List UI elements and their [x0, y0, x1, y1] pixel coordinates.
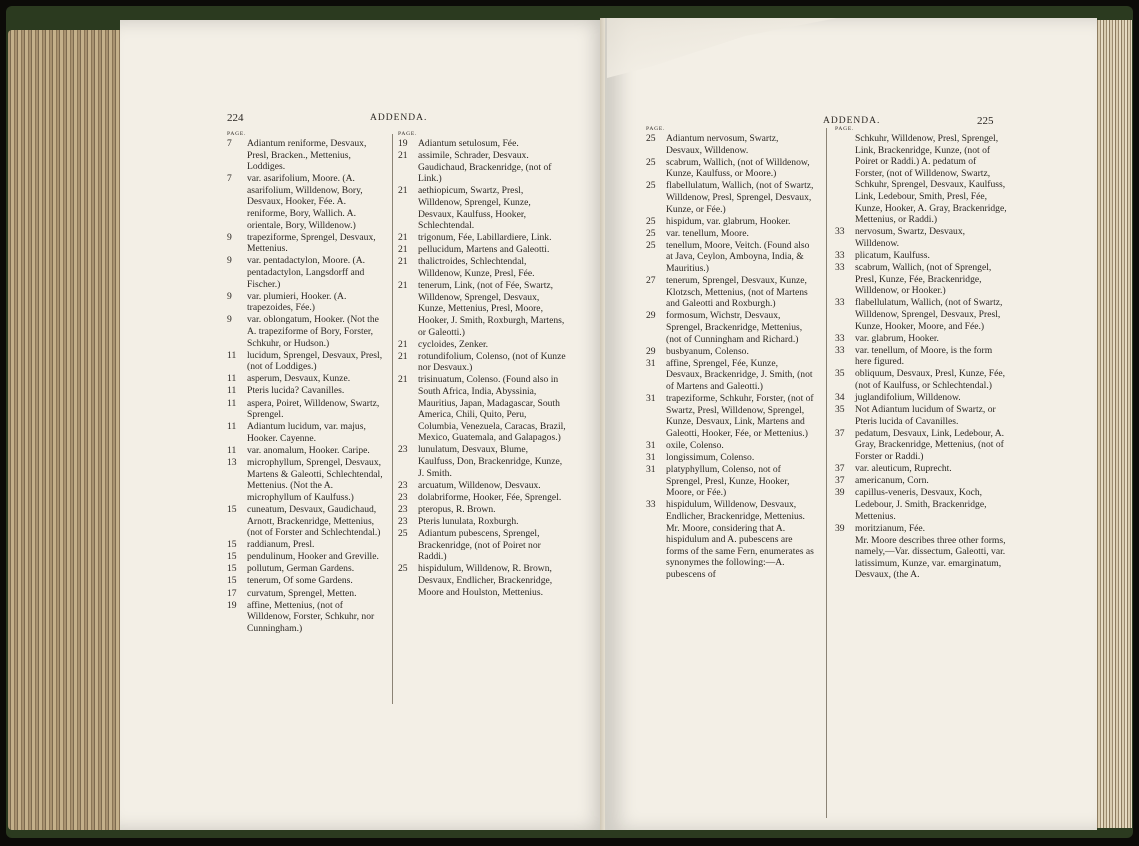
index-entry	[646, 499, 814, 580]
entry-page-number: 17	[227, 587, 237, 599]
entry-page-number: 25	[646, 180, 656, 192]
entry-text: pedatum, Desvaux, Link, Ledebour, A. Gray, Brackenridge, Mettenius, (not of Forster or Raddi.)	[855, 427, 1005, 463]
entry-text: tenerum, Link, (not of Fée, Swartz, Willdenow, Sprengel, Desvaux, Kunze, Mettenius, Presl, Moore, Hooker, J. Smith, Roxburgh, Martens, or Galeotti.)	[418, 280, 565, 338]
entry-text: scabrum, Wallich, (not of Sprengel, Presl, Kunze, Fée, Brackenridge, Willdenow, or Hooker.)	[855, 262, 992, 297]
entry-text: Adiantum reniforme, Desvaux, Presl, Bracken., Mettenius, Loddiges.	[247, 138, 367, 173]
entry-text: cycloides, Zenker.	[418, 338, 489, 350]
index-entry	[227, 600, 387, 635]
index-entry	[398, 516, 566, 528]
entry-text: oxile, Colenso.	[666, 439, 724, 451]
entry-page-number: 21	[398, 374, 408, 386]
index-entry	[646, 228, 814, 240]
index-entry	[835, 250, 1007, 262]
index-entry	[835, 535, 1007, 581]
entry-page-number: 9	[227, 290, 232, 302]
index-entry	[398, 185, 566, 231]
entry-text: pellucidum, Martens and Galeotti.	[418, 244, 550, 256]
entry-page-number: 21	[398, 232, 408, 244]
index-entry	[227, 575, 387, 587]
entry-page-number: 11	[227, 373, 237, 385]
entry-text: thalictroides, Schlechtendal, Willdenow, Kunze, Presl, Fée.	[418, 256, 535, 280]
entry-page-number: 23	[398, 503, 408, 515]
index-entry	[227, 373, 387, 385]
index-entry	[646, 275, 814, 310]
entry-text: pteropus, R. Brown.	[418, 503, 496, 515]
column-label: PAGE.	[227, 131, 247, 137]
entry-page-number: 15	[227, 551, 237, 563]
entry-page-number: 33	[835, 332, 845, 344]
entry-text: var. tenellum, Moore.	[666, 227, 749, 239]
entry-text: capillus-veneris, Desvaux, Koch, Ledebour, J. Smith, Brackenridge, Mettenius.	[855, 487, 987, 522]
entry-text: americanum, Corn.	[855, 475, 929, 487]
index-entry	[227, 255, 387, 290]
entry-text: trigonum, Fée, Labillardiere, Link.	[418, 232, 552, 244]
entry-text: trapeziforme, Sprengel, Desvaux, Mettenius.	[247, 231, 376, 255]
entry-page-number: 29	[646, 310, 656, 322]
index-entry	[646, 393, 814, 439]
index-entry	[398, 563, 566, 598]
entry-page-number: 39	[835, 487, 845, 499]
entry-text: Schkuhr, Willdenow, Presl, Sprengel, Link, Brackenridge, Kunze, (not of Poiret or Raddi.) A. pedatum of Forster, (not of Willdenow, Swartz, Schkuhr, Sprengel, Desvaux, Kaulfuss, Link, Ledebour, Smith, Presl, Fée, Kunze, Hooker, A. Gray, Brackenridge, Mettenius, or Raddi.)	[855, 133, 1007, 226]
entry-text: plicatum, Kaulfuss.	[855, 249, 930, 261]
entry-page-number: 37	[835, 427, 845, 439]
index-entry	[227, 232, 387, 255]
entry-page-number: 21	[398, 350, 408, 362]
index-entry	[835, 368, 1007, 391]
entry-page-number: 23	[398, 479, 408, 491]
entry-text: var. glabrum, Hooker.	[855, 332, 939, 344]
entry-text: var. plumieri, Hooker. (A. trapezoides, Fée.)	[247, 290, 347, 314]
entry-text: curvatum, Sprengel, Metten.	[247, 587, 357, 599]
index-entry	[227, 138, 387, 173]
entry-text: aspera, Poiret, Willdenow, Swartz, Sprengel.	[247, 397, 380, 421]
entry-list	[835, 133, 1007, 581]
index-entry	[398, 504, 566, 516]
entry-page-number: 19	[398, 138, 408, 149]
entry-page-number: 25	[646, 133, 656, 144]
entry-text: pendulinum, Hooker and Greville.	[247, 551, 379, 563]
entry-text: Pteris lucida? Cavanilles.	[247, 385, 345, 397]
entry-page-number: 19	[227, 599, 237, 611]
index-entry	[646, 240, 814, 275]
entry-page-number: 13	[227, 457, 237, 469]
entry-text: scabrum, Wallich, (not of Willdenow, Kunze, Kaulfuss, or Moore.)	[666, 156, 810, 180]
entry-list	[398, 138, 566, 598]
entry-page-number: 34	[835, 392, 845, 404]
entry-page-number: 15	[227, 539, 237, 551]
entry-text: rotundifolium, Colenso, (not of Kunze nor Desvaux.)	[418, 350, 566, 374]
index-entry	[646, 216, 814, 228]
index-entry	[835, 428, 1007, 463]
entry-page-number: 21	[398, 185, 408, 197]
entry-text: pollutum, German Gardens.	[247, 563, 355, 575]
entry-text: juglandifolium, Willdenow.	[855, 392, 961, 404]
entry-text: Adiantum setulosum, Fée.	[418, 138, 519, 149]
column-rule	[392, 134, 393, 704]
index-entry	[646, 346, 814, 358]
entry-page-number: 37	[835, 463, 845, 475]
entry-page-number: 9	[227, 255, 232, 267]
entry-page-number: 25	[398, 528, 408, 540]
index-entry	[835, 345, 1007, 368]
right-column-b	[835, 125, 1007, 582]
entry-page-number: 11	[227, 444, 237, 456]
right-page-edges	[1092, 20, 1132, 828]
entry-page-number: 31	[646, 393, 656, 405]
index-entry	[227, 563, 387, 575]
column-label: PAGE.	[398, 131, 418, 137]
index-entry	[646, 358, 814, 393]
entry-text: flabellulatum, Wallich, (not of Swartz, Willdenow, Presl, Sprengel, Desvaux, Kunze, or Fée.)	[666, 180, 814, 215]
entry-text: cuneatum, Desvaux, Gaudichaud, Arnott, Brackenridge, Mettenius, (not of Forster and Schlechtendal.)	[247, 503, 381, 539]
entry-page-number: 33	[835, 344, 845, 356]
entry-text: assimile, Schrader, Desvaux. Gaudichaud, Brackenridge, (not of Link.)	[418, 150, 552, 185]
index-entry	[646, 157, 814, 180]
entry-page-number: 31	[646, 357, 656, 369]
entry-page-number: 11	[227, 421, 237, 433]
index-entry	[398, 528, 566, 563]
right-column-a	[646, 125, 814, 581]
index-entry	[398, 492, 566, 504]
index-entry	[398, 256, 566, 279]
index-entry	[227, 551, 387, 563]
index-entry	[398, 374, 566, 444]
entry-page-number: 31	[646, 464, 656, 476]
index-entry	[227, 504, 387, 539]
index-entry	[227, 398, 387, 421]
entry-text: hispidum, var. glabrum, Hooker.	[666, 215, 791, 227]
entry-text: trisinuatum, Colenso. (Found also in South Africa, India, Abyssinia, Mauritius, Japan, Madagascar, South America, Chili, Quito, Peru, Columbia, Venezuela, Caracas, Brazil, Mexico, Guatemala, and Galapagos.)	[418, 374, 566, 444]
entry-page-number: 23	[398, 516, 408, 527]
index-entry	[398, 244, 566, 256]
entry-page-number: 15	[227, 563, 237, 575]
entry-text: formosum, Wichstr, Desvaux, Sprengel, Brackenridge, Mettenius, (not of Cunningham and Richard.)	[666, 310, 803, 345]
index-entry	[835, 487, 1007, 522]
entry-page-number: 15	[227, 575, 237, 587]
index-entry	[398, 444, 566, 479]
entry-page-number: 11	[227, 385, 237, 397]
index-entry	[227, 445, 387, 457]
index-entry	[646, 464, 814, 499]
entry-text: busbyanum, Colenso.	[666, 345, 749, 357]
column-rule	[826, 128, 827, 818]
entry-text: raddianum, Presl.	[247, 539, 315, 551]
index-entry	[646, 452, 814, 464]
entry-text: platyphyllum, Colenso, not of Sprengel, Presl, Kunze, Hooker, Moore, or Fée.)	[666, 464, 790, 499]
entry-page-number: 21	[398, 150, 408, 162]
left-column-b	[398, 130, 566, 599]
entry-text: tenerum, Of some Gardens.	[247, 575, 353, 587]
entry-page-number: 31	[646, 452, 656, 464]
entry-text: Pteris lunulata, Roxburgh.	[418, 516, 519, 527]
entry-page-number: 39	[835, 522, 845, 534]
left-page-edges	[8, 30, 126, 830]
index-entry	[835, 133, 1007, 226]
index-entry	[398, 480, 566, 492]
entry-page-number: 21	[398, 244, 408, 256]
page-tear	[607, 18, 837, 78]
index-entry	[227, 457, 387, 503]
index-entry	[835, 404, 1007, 427]
entry-page-number: 9	[227, 314, 232, 326]
entry-page-number: 27	[646, 275, 656, 287]
right-running-head: ADDENDA.	[823, 116, 881, 126]
left-page-number: 224	[227, 112, 244, 124]
entry-text: tenellum, Moore, Veitch. (Found also at Java, Ceylon, Amboyna, India, & Mauritius.)	[666, 239, 810, 275]
entry-page-number: 33	[835, 262, 845, 274]
entry-page-number: 7	[227, 173, 232, 185]
entry-text: affine, Mettenius, (not of Willdenow, Forster, Schkuhr, nor Cunningham.)	[247, 599, 375, 634]
entry-page-number: 23	[398, 444, 408, 456]
entry-text: longissimum, Colenso.	[666, 452, 755, 464]
entry-text: moritzianum, Fée.	[855, 522, 926, 534]
index-entry	[227, 291, 387, 314]
left-column-a	[227, 130, 387, 635]
entry-text: Adiantum nervosum, Swartz, Desvaux, Willdenow.	[666, 133, 779, 156]
entry-text: flabellulatum, Wallich, (not of Swartz, Willdenow, Sprengel, Desvaux, Presl, Kunze, Hooker, Moore, and Fée.)	[855, 297, 1003, 332]
index-entry	[835, 226, 1007, 249]
entry-text: lunulatum, Desvaux, Blume, Kaulfuss, Don, Brackenridge, Kunze, J. Smith.	[418, 444, 563, 479]
entry-text: trapeziforme, Schkuhr, Forster, (not of Swartz, Presl, Willdenow, Sprengel, Kunze, Desvaux, Link, Martens and Galeotti, Hooker, Fée, or Mettenius.)	[666, 393, 814, 439]
entry-list	[646, 133, 814, 581]
entry-text: nervosum, Swartz, Desvaux, Willdenow.	[855, 226, 966, 249]
entry-text: hispidulum, Willdenow, Desvaux, Endlicher, Brackenridge, Mettenius. Mr. Moore, considering that A. hispidulum and A. pubescens are forms of the same Fern, enumerates as synonymes the following:—A. pubescens of	[666, 499, 814, 580]
index-entry	[646, 180, 814, 215]
column-label: PAGE.	[835, 126, 855, 132]
entry-page-number: 21	[398, 280, 408, 292]
entry-text: arcuatum, Willdenow, Desvaux.	[418, 479, 541, 491]
entry-page-number: 35	[835, 404, 845, 416]
index-entry	[398, 150, 566, 185]
entry-text: var. asarifolium, Moore. (A. asarifolium, Willdenow, Bory, Desvaux, Hooker, Fée. A. reniforme, Bory, Wallich. A. orientale, Bory, Willdenow.)	[247, 173, 363, 231]
entry-page-number: 33	[835, 249, 845, 261]
entry-text: lucidum, Sprengel, Desvaux, Presl, (not of Loddiges.)	[247, 349, 383, 373]
index-entry	[227, 173, 387, 231]
entry-text: var. anomalum, Hooker. Caripe.	[247, 444, 370, 456]
index-entry	[227, 385, 387, 397]
entry-page-number: 11	[227, 349, 237, 361]
index-entry	[227, 539, 387, 551]
index-entry	[398, 351, 566, 374]
index-entry	[835, 297, 1007, 332]
entry-page-number: 21	[398, 338, 408, 350]
entry-text: hispidulum, Willdenow, R. Brown, Desvaux, Endlicher, Brackenridge, Moore and Houlston, Mettenius.	[418, 563, 553, 598]
entry-text: aethiopicum, Swartz, Presl, Willdenow, Sprengel, Kunze, Desvaux, Kaulfuss, Hooker, Schlechtendal.	[418, 185, 531, 232]
index-entry	[227, 421, 387, 444]
entry-page-number: 33	[835, 226, 845, 238]
entry-list	[227, 138, 387, 634]
entry-text: var. tenellum, of Moore, is the form here figured.	[855, 344, 993, 368]
index-entry	[835, 333, 1007, 345]
index-entry	[835, 262, 1007, 297]
entry-text: dolabriforme, Hooker, Fée, Sprengel.	[418, 491, 562, 503]
entry-page-number: 35	[835, 368, 845, 380]
entry-text: Mr. Moore describes three other forms, namely,—Var. dissectum, Galeotti, var. latissimum, Kunze, var. emarginatum, Desvaux, (the A.	[855, 534, 1006, 581]
index-entry	[398, 339, 566, 351]
index-entry	[398, 280, 566, 338]
entry-page-number: 9	[227, 231, 232, 243]
index-entry	[227, 350, 387, 373]
entry-page-number: 25	[646, 227, 656, 239]
entry-page-number: 15	[227, 503, 237, 515]
index-entry	[835, 523, 1007, 535]
right-page-number: 225	[977, 115, 994, 127]
entry-page-number: 37	[835, 475, 845, 487]
entry-text: tenerum, Sprengel, Desvaux, Kunze, Klotzsch, Mettenius, (not of Martens and Galeotti and Roxburgh.)	[666, 275, 808, 310]
entry-page-number: 29	[646, 345, 656, 357]
index-entry	[227, 588, 387, 600]
index-entry	[646, 133, 814, 156]
entry-page-number: 11	[227, 397, 237, 409]
entry-text: var. pentadactylon, Moore. (A. pentadactylon, Langsdorff and Fischer.)	[247, 255, 366, 290]
entry-page-number: 7	[227, 138, 232, 149]
entry-page-number: 33	[835, 297, 845, 309]
entry-page-number: 21	[398, 256, 408, 268]
left-running-head: ADDENDA.	[370, 113, 428, 123]
column-label: PAGE.	[646, 126, 666, 132]
index-entry	[835, 475, 1007, 487]
index-entry	[398, 232, 566, 244]
entry-page-number: 23	[398, 491, 408, 503]
index-entry	[398, 138, 566, 150]
entry-text: var. aleuticum, Ruprecht.	[855, 463, 952, 475]
index-entry	[227, 314, 387, 349]
entry-text: obliquum, Desvaux, Presl, Kunze, Fée, (not of Kaulfuss, or Schlechtendal.)	[855, 368, 1006, 391]
entry-text: microphyllum, Sprengel, Desvaux, Martens & Galeotti, Schlechtendal, Mettenius. (Not the A. microphyllum of Kaulfuss.)	[247, 457, 383, 503]
index-entry	[646, 310, 814, 345]
index-entry	[835, 392, 1007, 404]
entry-text: asperum, Desvaux, Kunze.	[247, 373, 351, 385]
index-entry	[646, 440, 814, 452]
entry-text: Adiantum pubescens, Sprengel, Brackenridge, (not of Poiret nor Raddi.)	[418, 528, 541, 563]
entry-page-number: 31	[646, 439, 656, 451]
index-entry	[835, 463, 1007, 475]
entry-page-number: 25	[646, 156, 656, 168]
entry-text: Not Adiantum lucidum of Swartz, or Pteris lucida of Cavanilles.	[855, 404, 996, 427]
entry-page-number: 33	[646, 499, 656, 511]
entry-text: Adiantum lucidum, var. majus, Hooker. Cayenne.	[247, 421, 366, 444]
entry-page-number: 25	[646, 239, 656, 251]
entry-text: var. oblongatum, Hooker. (Not the A. trapeziforme of Bory, Forster, Schkuhr, or Hudson.)	[247, 314, 379, 349]
entry-page-number: 25	[646, 215, 656, 227]
entry-page-number: 25	[398, 563, 408, 575]
entry-text: affine, Sprengel, Fée, Kunze, Desvaux, Brackenridge, J. Smith, (not of Martens and Galeotti.)	[666, 357, 813, 392]
